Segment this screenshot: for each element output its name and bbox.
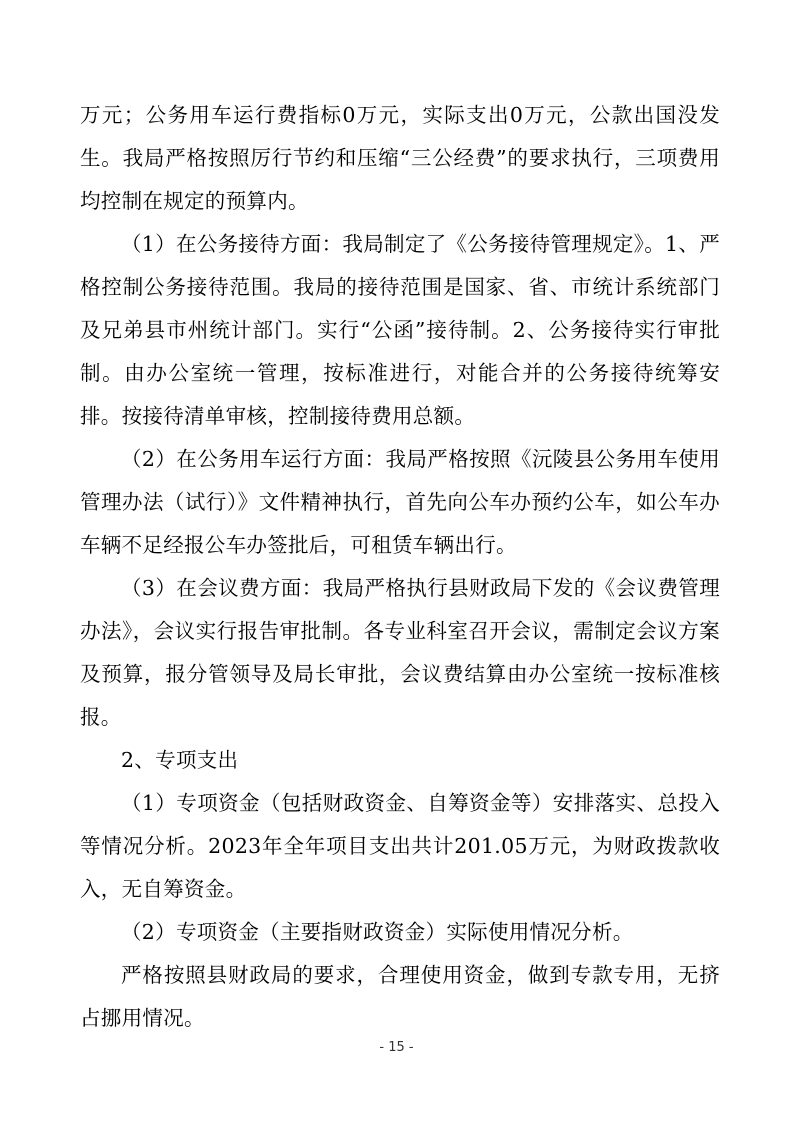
paragraph-three-public-expenses: 万元；公务用车运行费指标0万元，实际支出0万元，公款出国没发生。我局严格按照厉行节约和压缩“三公经费”的要求执行，三项费用均控制在规定的预算内。	[80, 103, 720, 213]
document-body	[80, 94, 720, 1040]
paragraph-official-reception: （1）在公务接待方面：我局制定了《公务接待管理规定》。1、严格控制公务接待范围。我局的接待范围是国家、省、市统计系统部门及兄弟县市州统计部门。实行“公函”接待制。2、公务接待实行审批制。由办公室统一管理，按标准进行，对能合并的公务接待统筹安排。按接待清单审核，控制接待费用总额。	[80, 232, 720, 428]
paragraph-official-vehicles: （2）在公务用车运行方面：我局严格按照《沅陵县公务用车使用管理办法（试行）》文件精神执行，首先向公车办预约公车，如公车办车辆不足经报公车办签批后，可租赁车辆出行。	[80, 447, 720, 557]
paragraph-special-funds-usage: （2）专项资金（主要指财政资金）实际使用情况分析。	[121, 920, 634, 944]
paragraph-funds-compliance: 严格按照县财政局的要求，合理使用资金，做到专款专用，无挤占挪用情况。	[80, 963, 720, 1030]
page-number: - 15 -	[379, 1040, 414, 1055]
paragraph-meeting-expenses: （3）在会议费方面：我局严格执行县财政局下发的《会议费管理办法》，会议实行报告审批制。各专业科室召开会议，需制定会议方案及预算，报分管领导及局长审批，会议费结算由办公室统一按标准核报。	[80, 576, 720, 729]
section-heading-special-expenditure: 2、专项支出	[121, 748, 239, 772]
paragraph-special-funds-arrangement: （1）专项资金（包括财政资金、自筹资金等）安排落实、总投入等情况分析。2023年全年项目支出共计201.05万元，为财政拨款收入，无自筹资金。	[80, 791, 720, 901]
